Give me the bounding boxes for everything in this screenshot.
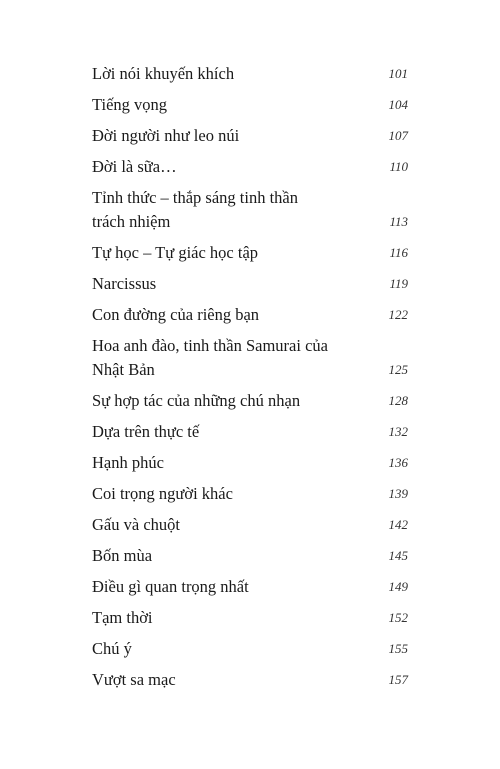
toc-entry xyxy=(92,637,408,661)
toc-entry-title: Lời nói khuyến khích xyxy=(92,64,235,83)
toc-entry xyxy=(92,513,408,537)
toc-entry xyxy=(92,303,408,327)
toc-entry xyxy=(92,241,408,265)
toc-entry-title: Con đường của riêng bạn xyxy=(92,305,260,324)
toc-entry-title: Dựa trên thực tế xyxy=(92,422,200,441)
toc-entry-title: Hạnh phúc xyxy=(92,453,164,472)
toc-entry-page-number: 152 xyxy=(388,610,408,625)
toc-entry-page-number: 132 xyxy=(388,424,408,439)
toc-entry-title: Tiếng vọng xyxy=(92,95,168,114)
toc-entry-page-number: 116 xyxy=(389,245,408,260)
toc-entry xyxy=(92,420,408,444)
toc-entry-page-number: 107 xyxy=(388,128,408,143)
toc-entry-title: Sự hợp tác của những chú nhạn xyxy=(92,391,301,410)
table-of-contents xyxy=(92,62,408,692)
toc-entry-page-number: 157 xyxy=(388,672,408,687)
toc-entry-title: Đời là sữa… xyxy=(92,157,177,176)
toc-entry-page-number: 125 xyxy=(388,362,408,377)
toc-entry xyxy=(92,186,408,234)
toc-entry-page-number: 142 xyxy=(388,517,408,532)
toc-entry xyxy=(92,389,408,413)
toc-entry-page-number: 136 xyxy=(388,455,408,470)
toc-entry xyxy=(92,482,408,506)
toc-entry-title: Bốn mùa xyxy=(92,546,153,565)
toc-entry-page-number: 101 xyxy=(388,66,408,81)
toc-entry-page-number: 149 xyxy=(388,579,408,594)
toc-entry-title: Vượt sa mạc xyxy=(92,670,176,689)
toc-entry xyxy=(92,93,408,117)
toc-entry-title: Coi trọng người khác xyxy=(92,484,233,503)
toc-entry-title: Tỉnh thức – thắp sáng tinh thần trách nhiệm xyxy=(92,188,298,231)
toc-entry xyxy=(92,155,408,179)
toc-entry xyxy=(92,544,408,568)
toc-entry-title: Narcissus xyxy=(92,274,157,293)
toc-entry-title: Tạm thời xyxy=(92,608,153,627)
toc-entry xyxy=(92,668,408,692)
toc-entry-title: Điều gì quan trọng nhất xyxy=(92,577,249,596)
toc-entry xyxy=(92,272,408,296)
toc-entry xyxy=(92,606,408,630)
toc-entry xyxy=(92,334,408,382)
toc-entry-title: Chú ý xyxy=(92,639,132,658)
toc-entry-title: Tự học – Tự giác học tập xyxy=(92,243,259,262)
toc-entry xyxy=(92,575,408,599)
toc-entry-page-number: 119 xyxy=(389,276,408,291)
toc-entry-title: Đời người như leo núi xyxy=(92,126,240,145)
toc-entry-page-number: 113 xyxy=(389,214,408,229)
toc-entry xyxy=(92,451,408,475)
toc-entry-page-number: 110 xyxy=(389,159,408,174)
toc-entry-page-number: 139 xyxy=(388,486,408,501)
toc-entry-page-number: 122 xyxy=(388,307,408,322)
toc-entry-page-number: 145 xyxy=(388,548,408,563)
toc-entry-page-number: 155 xyxy=(388,641,408,656)
toc-entry-title: Gấu và chuột xyxy=(92,515,180,534)
toc-entry-page-number: 104 xyxy=(388,97,408,112)
toc-entry xyxy=(92,124,408,148)
toc-entry-title: Hoa anh đào, tinh thần Samurai của Nhật Bản xyxy=(92,336,328,379)
toc-entry-page-number: 128 xyxy=(388,393,408,408)
toc-entry xyxy=(92,62,408,86)
